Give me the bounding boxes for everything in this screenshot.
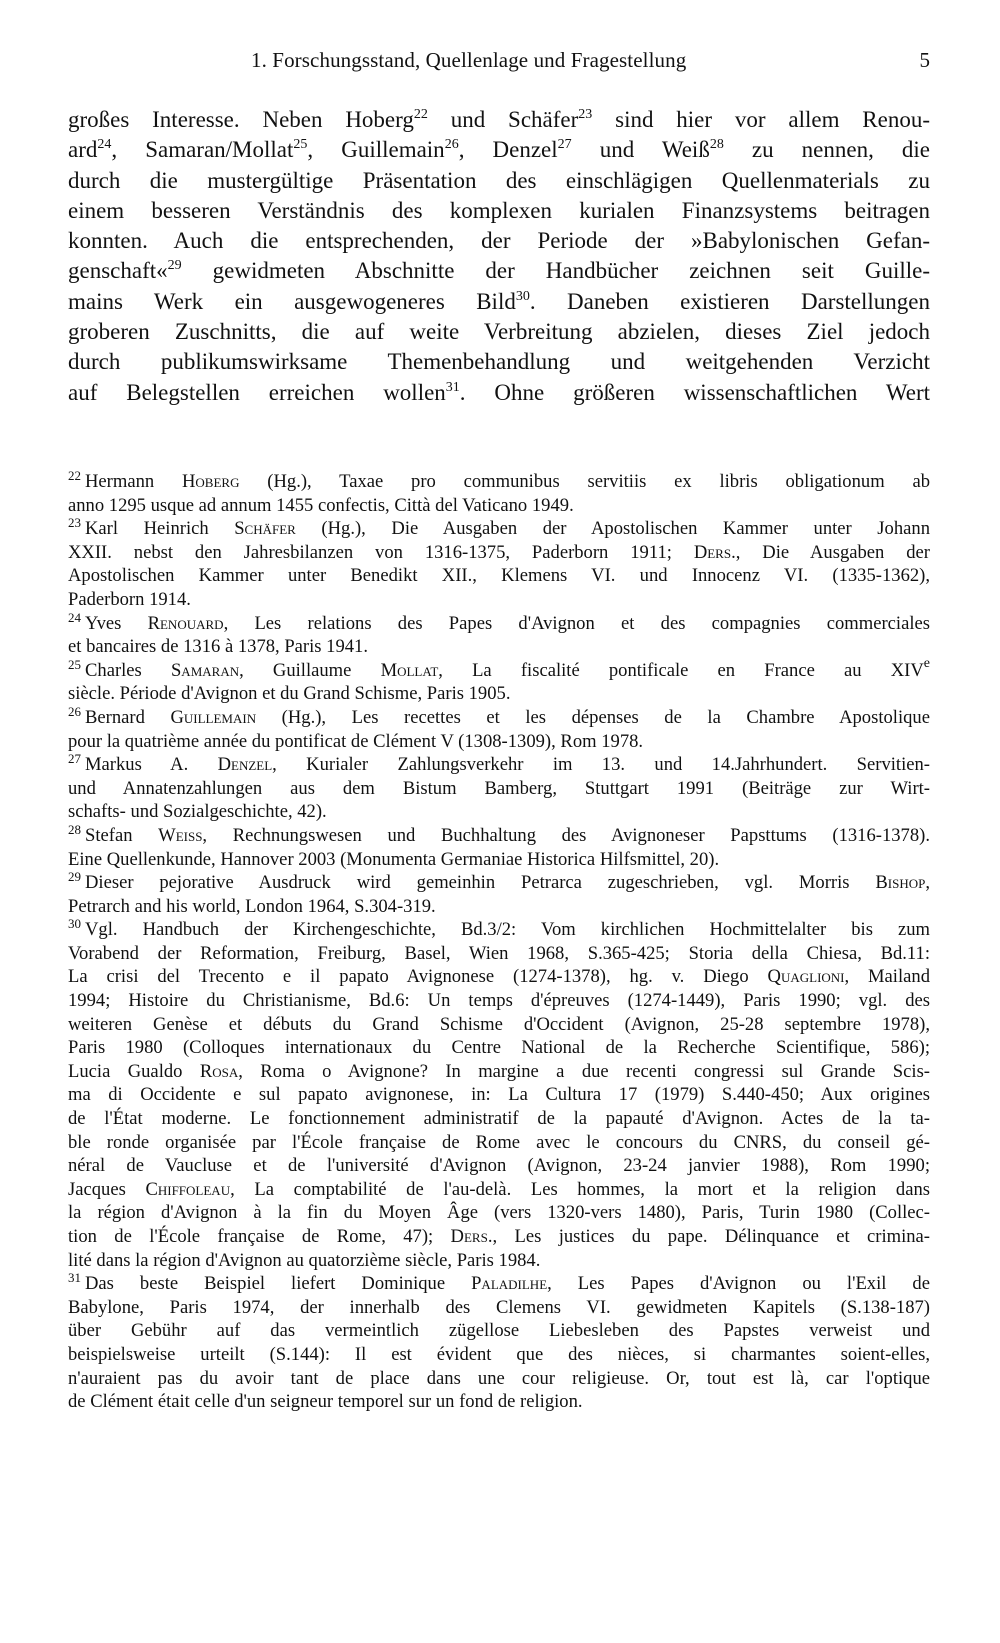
footnote-line: Babylone, Paris 1974, der innerhalb des Clemens VI. gewidmeten Kapitels (S.138-187) — [68, 1296, 930, 1318]
footnote-number: 30 — [68, 916, 81, 932]
footnote-number: 31 — [68, 1270, 81, 1286]
footnote-number: 27 — [68, 751, 81, 767]
footnote-line: siècle. Période d'Avignon et du Grand Schisme, Paris 1905. — [68, 683, 511, 705]
footnote-ref: 29 — [167, 258, 182, 274]
footnote-line: Jacques Chiffoleau, La comptabilité de l'au-delà. Les hommes, la mort et la religion dans — [68, 1178, 930, 1200]
text-line: konnten. Auch die entsprechenden, der Periode der »Babylonischen Gefan- — [68, 228, 930, 254]
footnote-line: néral de Vaucluse et de l'université d'Avignon (Avignon, 23-24 janvier 1988), Rom 1990; — [68, 1155, 930, 1177]
footnote-line: Vorabend der Reformation, Freiburg, Basel, Wien 1968, S.365-425; Storia della Chiesa, Bd.11: — [68, 942, 930, 964]
running-head — [68, 48, 930, 78]
footnote-line: Lucia Gualdo Rosa, Roma o Avignone? In margine a due recenti congressi sul Grande Scis- — [68, 1060, 930, 1082]
text-line: durch die mustergültige Präsentation des einschlägigen Quellenmaterials zu — [68, 167, 930, 193]
footnote-line: n'auraient pas du avoir tant de place dans une cour religieuse. Or, tout est là, car l'optique — [68, 1367, 930, 1389]
footnote-29: $^{29}$ Dieser pejorative Ausdruck wird gemeinhin Petrarca zugeschrieben, vgl. Morris Bishop, — [68, 869, 930, 894]
text-line: ard$^{24}$, Samaran/Mollat$^{25}$, Guillemain$^{26}$, Denzel$^{27}$ und Weiß$^{28}$ zu nennen, die — [68, 137, 930, 163]
footnote-ref: 27 — [557, 137, 572, 153]
footnote-27: $^{27}$ Markus A. Denzel, Kurialer Zahlungsverkehr im 13. und 14.Jahrhundert. Servitien- — [68, 751, 930, 776]
text-line: auf Belegstellen erreichen wollen$^{31}$. Ohne größeren wissenschaftlichen Wert — [68, 379, 930, 405]
page-number: 5 — [919, 48, 930, 72]
text-line: genschaft«$^{29}$ gewidmeten Abschnitte der Handbücher zeichnen seit Guille- — [68, 258, 930, 284]
footnote-line: anno 1295 usque ad annum 1455 confectis, Città del Vaticano 1949. — [68, 494, 574, 516]
footnote-number: 25 — [68, 656, 81, 672]
footnote-number: 29 — [68, 869, 81, 885]
footnote-24: $^{24}$ Yves Renouard, Les relations des Papes d'Avignon et des compagnies commerciales — [68, 609, 930, 634]
footnote-ref: 26 — [444, 137, 459, 153]
text-line: durch publikumswirksame Themenbehandlung und weitgehenden Verzicht — [68, 349, 930, 375]
footnote-25: $^{25}$ Charles Samaran, Guillaume Mollat, La fiscalité pontificale en France au XIVe — [68, 655, 930, 681]
footnote-line: pour la quatrième année du pontificat de Clément V (1308-1309), Rom 1978. — [68, 730, 644, 752]
main-text — [68, 105, 930, 408]
footnote-line: 1994; Histoire du Christianisme, Bd.6: Un temps d'épreuves (1274-1449), Paris 1990; vgl. des — [68, 990, 930, 1012]
footnote-line: über Gebühr auf das vermeintlich zügellose Liebesleben des Papstes verweist und — [68, 1320, 930, 1342]
footnote-line: weiteren Genèse et débuts du Grand Schisme d'Occident (Avignon, 25-28 septembre 1978), — [68, 1013, 930, 1035]
footnote-23: $^{23}$ Karl Heinrich Schäfer (Hg.), Die Ausgaben der Apostolischen Kammer unter Johann — [68, 515, 930, 540]
footnote-26: $^{26}$ Bernard Guillemain (Hg.), Les recettes et les dépenses de la Chambre Apostolique — [68, 703, 930, 728]
footnote-line: et bancaires de 1316 à 1378, Paris 1941. — [68, 636, 369, 658]
text-line: mains Werk ein ausgewogeneres Bild$^{30}$. Daneben existieren Darstellungen — [68, 288, 930, 314]
footnote-22: $^{22}$ Hermann Hoberg (Hg.), Taxae pro communibus servitiis ex libris obligationum ab — [68, 468, 930, 492]
footnote-ref: 24 — [97, 137, 112, 153]
footnote-line: de l'État moderne. Le fonctionnement administratif de la papauté d'Avignon. Actes de la ta- — [68, 1108, 930, 1130]
text-line: großes Interesse. Neben Hoberg$^{22}$ und Schäfer$^{23}$ sind hier vor allem Renou- — [68, 107, 930, 132]
footnote-line: und Annatenzahlungen aus dem Bistum Bamberg, Stuttgart 1991 (Beiträge zur Wirt- — [68, 777, 930, 799]
footnote-ref: 30 — [515, 288, 530, 304]
text-line: groberen Zuschnitts, die auf weite Verbreitung abzielen, dieses Ziel jedoch — [68, 319, 930, 345]
footnote-ref: 22 — [413, 107, 428, 122]
footnote-line: de Clément était celle d'un seigneur temporel sur un fond de religion. — [68, 1391, 583, 1413]
footnotes — [68, 470, 930, 1414]
footnote-31: $^{31}$ Das beste Beispiel liefert Dominique Paladilhe, Les Papes d'Avignon ou l'Exil de — [68, 1270, 930, 1295]
footnote-line: beispielsweise urteilt (S.144): Il est évident que des nièces, si charmantes soient-elles, — [68, 1343, 930, 1365]
footnote-line: tion de l'École française de Rome, 47); Ders., Les justices du pape. Délinquance et crimina- — [68, 1226, 930, 1247]
footnote-line: Apostolischen Kammer unter Benedikt XII., Klemens VI. und Innocenz VI. (1335-1362), — [68, 565, 930, 587]
footnote-ref: 31 — [445, 379, 460, 395]
footnote-number: 26 — [68, 703, 81, 719]
footnote-line: XXII. nebst den Jahresbilanzen von 1316-1375, Paderborn 1911; Ders., Die Ausgaben der — [68, 541, 930, 563]
footnote-line: La crisi del Trecento e il papato Avignonese (1274-1378), hg. v. Diego Quaglioni, Mailand — [68, 966, 930, 988]
footnote-line: schafts- und Sozialgeschichte, 42). — [68, 801, 327, 823]
footnote-30: $^{30}$ Vgl. Handbuch der Kirchengeschichte, Bd.3/2: Vom kirchlichen Hochmittelalter bis zum — [68, 916, 930, 941]
footnote-line: la région d'Avignon à la fin du Moyen Âge (vers 1320-vers 1480), Paris, Turin 1980 (Collec- — [68, 1202, 930, 1224]
text-line: einem besseren Verständnis des komplexen kurialen Finanzsystems beitragen — [68, 197, 930, 223]
footnote-ref: 25 — [293, 137, 308, 153]
footnote-line: lité dans la région d'Avignon au quatorzième siècle, Paris 1984. — [68, 1249, 541, 1271]
footnote-line: Petrarch and his world, London 1964, S.304-319. — [68, 895, 436, 917]
footnote-number: 28 — [68, 821, 81, 837]
footnote-number: 22 — [68, 468, 81, 483]
footnote-number: 23 — [68, 515, 81, 531]
footnote-line: Eine Quellenkunde, Hannover 2003 (Monumenta Germaniae Historica Hilfsmittel, 20). — [68, 848, 720, 870]
footnote-number: 24 — [68, 609, 81, 625]
footnote-ref: 28 — [709, 137, 724, 153]
footnote-line: Paderborn 1914. — [68, 588, 191, 610]
running-title: 1. Forschungsstand, Quellenlage und Fragestellung — [251, 48, 687, 72]
footnote-ref: 23 — [578, 107, 593, 122]
footnote-28: $^{28}$ Stefan Weiss, Rechnungswesen und Buchhaltung des Avignoneser Papsttums (1316-1378). — [68, 821, 930, 846]
footnote-line: ble ronde organisée par l'École française de Rome avec le concours du CNRS, du conseil gé- — [68, 1131, 930, 1153]
footnote-line: ma di Occidente e sul papato avignonese, in: La Cultura 17 (1979) S.440-450; Aux origines — [68, 1084, 930, 1106]
footnote-line: Paris 1980 (Colloques internationaux du Centre National de la Recherche Scientifique, 586); — [68, 1037, 930, 1059]
